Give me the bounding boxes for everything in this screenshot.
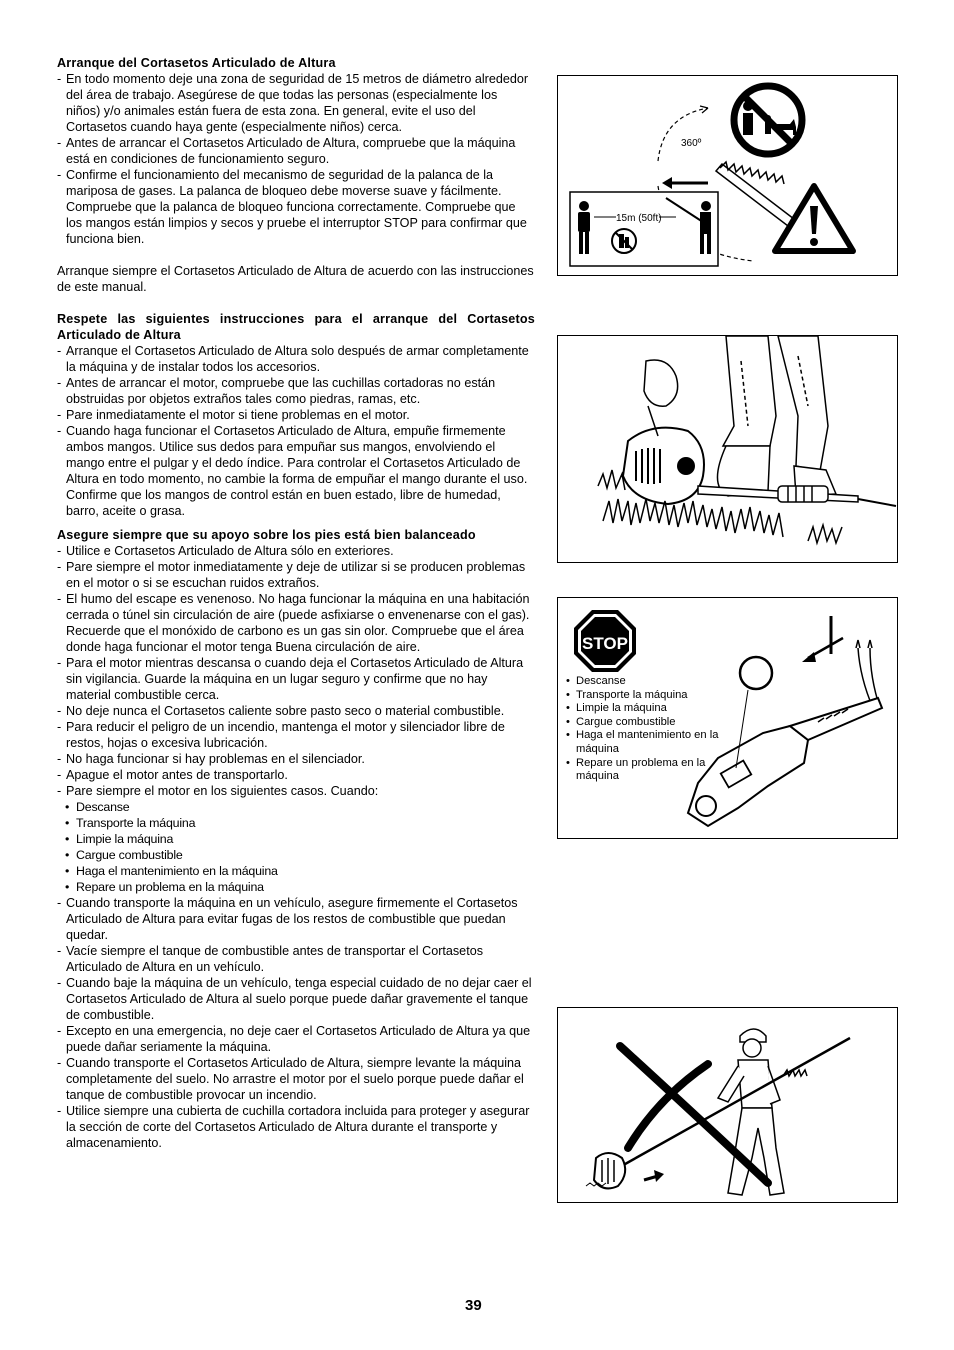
bullet-item: • Limpie la máquina: [57, 831, 535, 847]
list-item: - Apague el motor antes de transportarlo.: [57, 767, 535, 783]
bullet-item: • Cargue combustible: [57, 847, 535, 863]
section1-list: [57, 71, 535, 247]
engine-icon: [623, 428, 704, 504]
switch-on-circle: [740, 657, 772, 689]
machine-icon: [586, 1038, 850, 1188]
bullet-item: • Descanse: [57, 799, 535, 815]
stop-sign-text: STOP: [582, 634, 628, 653]
list-item: - Excepto en una emergencia, no deje caer el Cortasetos Articulado de Altura ya que puede dañar seriamente la máquina.: [57, 1023, 535, 1055]
list-item: - Cuando transporte la máquina en un vehículo, asegure firmemente el Cortasetos Articulado de Altura para evitar fugas de los restos de combustible que puedan quedar.: [57, 895, 535, 943]
no-dragging-illustration: [558, 1008, 897, 1202]
list-item: - Antes de arrancar el motor, compruebe que las cuchillas cortadoras no están obstruidas por objetos extraños tales como piedras, ramas, etc.: [57, 375, 535, 407]
list-item: • Repare un problema en la máquina: [564, 757, 724, 784]
section1-paragraph: Arranque siempre el Cortasetos Articulado de Altura de acuerdo con las instrucciones de este manual.: [57, 264, 534, 294]
stop-cases-figure-list: [564, 675, 724, 784]
list-item: - Utilice siempre una cubierta de cuchilla cortadora incluida para proteger y asegurar la sección de corte del Cortasetos Articulado de Altura durante el transporte y almacenamiento.: [57, 1103, 535, 1151]
list-item: - Pare siempre el motor inmediatamente y deje de utilizar si se producen problemas en el motor o si se escuchan ruidos extraños.: [57, 559, 535, 591]
list-item: - Para reducir el peligro de un incendio, mantenga el motor y silenciador libre de restos, hojas o excesiva lubricación.: [57, 719, 535, 751]
no-people-icon: [734, 86, 802, 154]
list-item: - El humo del escape es venenoso. No haga funcionar la máquina en una habitación cerrada o túnel sin circulación de aire (puede asfixiarse o envenenarse con el gas). Recuerde que el monóxido de carbono es un gas sin olor. Compruebe que el área donde haga funcionar el motor tenga Buena circulación de aire.: [57, 591, 535, 655]
list-item: - Arranque el Cortasetos Articulado de Altura solo después de armar completamente la máquina y de instalar todos los accesorios.: [57, 343, 535, 375]
section3-list-b: [57, 895, 535, 1151]
bullet-item: • Haga el mantenimiento en la máquina: [57, 863, 535, 879]
bullet-item: • Transporte la máquina: [57, 815, 535, 831]
list-item: - Utilice e Cortasetos Articulado de Altura sólo en exteriores.: [57, 543, 535, 559]
list-item: - Pare inmediatamente el motor si tiene problemas en el motor.: [57, 407, 535, 423]
distance-box: [570, 192, 718, 266]
list-item: - Pare siempre el motor en los siguientes casos. Cuando:: [57, 783, 535, 799]
section2-list: [57, 343, 535, 519]
section2-title: Respete las siguientes instrucciones para el arranque del Cortasetos Articulado de Altura: [57, 312, 535, 342]
figure-grip-handles: [557, 335, 898, 563]
stop-cases-list: [57, 799, 535, 895]
list-item: • Haga el mantenimiento en la máquina: [564, 729, 724, 756]
list-item: - Vacíe siempre el tanque de combustible antes de transportar el Cortasetos Articulado de Altura en un vehículo.: [57, 943, 535, 975]
text-column: [57, 55, 535, 1151]
hand-icon: [644, 360, 678, 406]
shaft-icon: [698, 486, 896, 506]
section3-list-a: [57, 543, 535, 799]
list-item: - No haga funcionar si hay problemas en el silenciador.: [57, 751, 535, 767]
safety-zone-illustration: [558, 76, 897, 275]
list-item: - Cuando baje la máquina de un vehículo, tenga especial cuidado de no dejar caer el Cortasetos Articulado de Altura al suelo porque puede dañar gravemente el tanque de combustible.: [57, 975, 535, 1023]
hedge-blade-icon: [716, 162, 794, 226]
list-item: - No deje nunca el Cortasetos caliente sobre pasto seco o material combustible.: [57, 703, 535, 719]
section3-title: Asegure siempre que su apoyo sobre los pies está bien balanceado: [57, 528, 476, 542]
list-item: • Limpie la máquina: [564, 702, 724, 716]
stop-sign-icon: [574, 610, 636, 672]
list-item: - Antes de arrancar el Cortasetos Articulado de Altura, compruebe que la máquina está en condiciones de funcionamiento seguro.: [57, 135, 535, 167]
figure-no-dragging: [557, 1007, 898, 1203]
figure-safety-zone: [557, 75, 898, 276]
figure-stop: [557, 597, 898, 839]
list-item: • Transporte la máquina: [564, 689, 724, 703]
distance-label: 15m (50ft): [616, 213, 662, 224]
list-item: - Cuando transporte el Cortasetos Articulado de Altura, siempre levante la máquina completamente del suelo. No arrastre el motor por el suelo porque puede dañar el tanque de combustible provocar un incendio.: [57, 1055, 535, 1103]
list-item: • Descanse: [564, 675, 724, 689]
section1-title: Arranque del Cortasetos Articulado de Altura: [57, 56, 336, 70]
grip-illustration: [558, 336, 897, 562]
list-item: • Cargue combustible: [564, 716, 724, 730]
bullet-item: • Repare un problema en la máquina: [57, 879, 535, 895]
list-item: - En todo momento deje una zona de seguridad de 15 metros de diámetro alrededor del área de trabajo. Asegúrese de que todas las personas (especialmente los niños) y/o animales están fuera de esta zona. En general, evite el uso del Cortasetos cuando haya gente (especialmente niños) cerca.: [57, 71, 535, 135]
list-item: - Cuando haga funcionar el Cortasetos Articulado de Altura, empuñe firmemente ambos mangos. Utilice sus dedos para empuñar sus mangos, envolviendo el mango entre el pulgar y el dedo índice. Para controlar el Cortasetos Articulado de Altura en todo momento, no cambie la forma de empuñar el mango durante el uso. Confirme que los mangos de control están en buen estado, libre de humedad, barro, aceite o grasa.: [57, 423, 535, 519]
angle-label: 360º: [681, 138, 702, 149]
page-number: 39: [465, 1297, 482, 1314]
list-item: - Para el motor mientras descansa o cuando deja el Cortasetos Articulado de Altura sin vigilancia. Guarde la máquina en un lugar seguro y confirme que no hay material combustible cerca.: [57, 655, 535, 703]
list-item: - Confirme el funcionamiento del mecanismo de seguridad de la palanca de la mariposa de gases. La palanca de bloqueo debe moverse suave y fácilmente. Compruebe que la palanca de bloqueo funciona correctamente. Compruebe que los mangos están limpios y secos y pruebe el interruptor STOP para confirmar que funciona bien.: [57, 167, 535, 247]
operator-legs: [717, 336, 836, 496]
